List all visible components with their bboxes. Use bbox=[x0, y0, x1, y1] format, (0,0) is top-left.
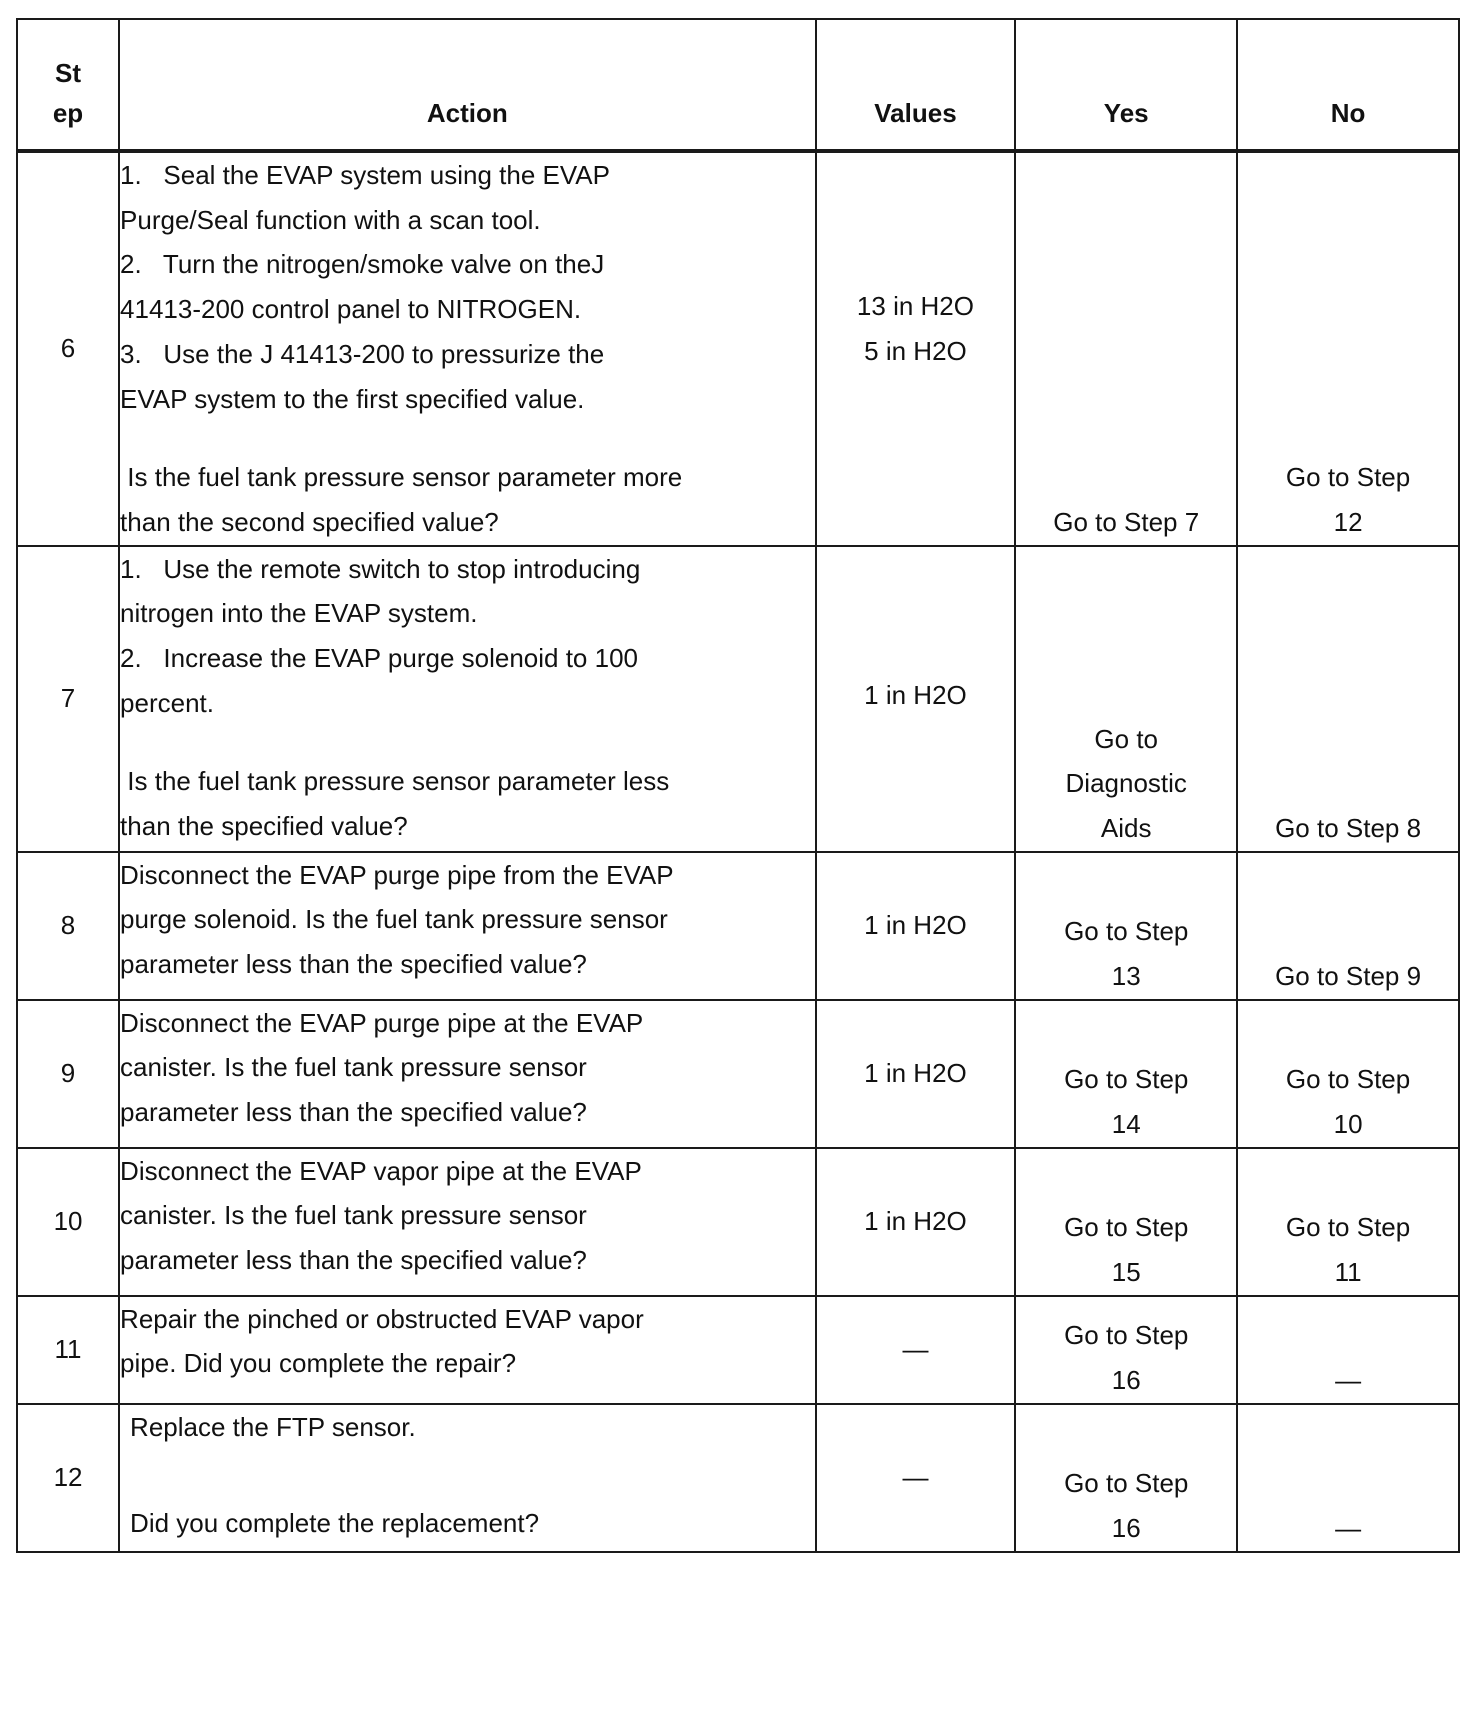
no-cell bbox=[1237, 1404, 1459, 1552]
action-question: than the specified value? bbox=[120, 811, 408, 842]
yes-cell bbox=[1015, 1404, 1237, 1552]
no-cell bbox=[1237, 852, 1459, 1000]
table-row bbox=[17, 1000, 1459, 1148]
yes-text: Go to Step bbox=[1064, 1468, 1189, 1499]
no-text: — bbox=[1335, 1512, 1362, 1543]
values-cell bbox=[816, 1404, 1016, 1552]
no-cell bbox=[1237, 1148, 1459, 1296]
yes-text: Go to Step bbox=[1064, 1212, 1189, 1243]
action-cell bbox=[119, 852, 816, 1000]
action-line: parameter less than the specified value? bbox=[120, 949, 587, 980]
yes-cell bbox=[1015, 1148, 1237, 1296]
yes-cell bbox=[1015, 151, 1237, 546]
values-cell bbox=[816, 1000, 1016, 1148]
yes-text: 13 bbox=[1111, 960, 1141, 991]
header-values: Values bbox=[816, 19, 1016, 151]
yes-text: Go to Step bbox=[1064, 916, 1189, 947]
no-text: 11 bbox=[1334, 1256, 1362, 1287]
no-text: Go to Step bbox=[1285, 462, 1411, 493]
header-no: No bbox=[1237, 19, 1459, 151]
step-number: 7 bbox=[17, 546, 119, 852]
action-question: Is the fuel tank pressure sensor parameter more bbox=[120, 462, 683, 493]
table-row bbox=[17, 151, 1459, 546]
action-question: Is the fuel tank pressure sensor parameter less bbox=[120, 766, 670, 797]
values-cell bbox=[816, 1148, 1016, 1296]
no-text: 12 bbox=[1333, 506, 1363, 537]
value-text: 13 in H2O bbox=[856, 291, 974, 322]
action-question: Did you complete the replacement? bbox=[130, 1508, 540, 1539]
no-text: Go to Step 9 bbox=[1275, 960, 1422, 991]
yes-cell bbox=[1015, 852, 1237, 1000]
table-row bbox=[17, 1148, 1459, 1296]
value-text: 5 in H2O bbox=[864, 335, 967, 366]
value-text: — bbox=[902, 1334, 929, 1365]
step-number: 12 bbox=[17, 1404, 119, 1552]
values-cell bbox=[816, 852, 1016, 1000]
values-cell bbox=[816, 546, 1016, 852]
value-text: — bbox=[902, 1462, 929, 1493]
action-line: percent. bbox=[120, 687, 214, 718]
action-line: 1. Use the remote switch to stop introducing bbox=[120, 553, 641, 584]
action-line: Disconnect the EVAP purge pipe from the EVAP bbox=[120, 859, 674, 890]
table-body bbox=[17, 151, 1459, 1552]
yes-text: 16 bbox=[1111, 1364, 1141, 1395]
action-cell bbox=[119, 151, 816, 546]
table-row bbox=[17, 1296, 1459, 1404]
step-number: 11 bbox=[17, 1296, 119, 1404]
action-line: EVAP system to the first specified value. bbox=[120, 383, 585, 414]
yes-text: Diagnostic bbox=[1065, 768, 1187, 799]
table-row bbox=[17, 1404, 1459, 1552]
header-action: Action bbox=[119, 19, 816, 151]
action-cell bbox=[119, 1000, 816, 1148]
no-cell bbox=[1237, 151, 1459, 546]
action-line: purge solenoid. Is the fuel tank pressure sensor bbox=[120, 904, 668, 935]
action-line: Repair the pinched or obstructed EVAP vapor bbox=[120, 1303, 644, 1334]
step-number: 6 bbox=[17, 151, 119, 546]
action-line: Disconnect the EVAP vapor pipe at the EVAP bbox=[120, 1155, 642, 1186]
value-text: 1 in H2O bbox=[864, 1058, 967, 1089]
action-line: Replace the FTP sensor. bbox=[130, 1411, 416, 1442]
yes-text: 15 bbox=[1111, 1256, 1141, 1287]
yes-text: Go to Step bbox=[1064, 1064, 1189, 1095]
action-line: pipe. Did you complete the repair? bbox=[120, 1348, 517, 1379]
values-cell bbox=[816, 1296, 1016, 1404]
spacer bbox=[130, 1449, 815, 1501]
action-line: parameter less than the specified value? bbox=[120, 1097, 587, 1128]
action-line: Disconnect the EVAP purge pipe at the EVAP bbox=[120, 1007, 644, 1038]
yes-text: Go to Step bbox=[1064, 1320, 1189, 1351]
step-number: 10 bbox=[17, 1148, 119, 1296]
action-cell bbox=[119, 1404, 816, 1552]
values-cell bbox=[816, 151, 1016, 546]
table-row bbox=[17, 852, 1459, 1000]
no-text: 10 bbox=[1333, 1108, 1363, 1139]
header-row bbox=[17, 19, 1459, 151]
action-line: 2. Turn the nitrogen/smoke valve on theJ bbox=[120, 249, 605, 280]
action-line: nitrogen into the EVAP system. bbox=[120, 598, 478, 629]
yes-text: Aids bbox=[1100, 812, 1152, 843]
no-cell bbox=[1237, 546, 1459, 852]
no-text: — bbox=[1335, 1364, 1362, 1395]
step-number: 9 bbox=[17, 1000, 119, 1148]
yes-text: 14 bbox=[1111, 1108, 1141, 1139]
yes-text: Go to Step 7 bbox=[1053, 506, 1200, 537]
yes-cell bbox=[1015, 1296, 1237, 1404]
action-cell bbox=[119, 546, 816, 852]
step-number: 8 bbox=[17, 852, 119, 1000]
header-step: St ep bbox=[17, 19, 119, 151]
no-cell bbox=[1237, 1000, 1459, 1148]
yes-cell bbox=[1015, 546, 1237, 852]
header-yes: Yes bbox=[1015, 19, 1237, 151]
no-cell bbox=[1237, 1296, 1459, 1404]
action-cell bbox=[119, 1148, 816, 1296]
value-text: 1 in H2O bbox=[864, 680, 967, 711]
table-row bbox=[17, 546, 1459, 852]
yes-cell bbox=[1015, 1000, 1237, 1148]
no-text: Go to Step 8 bbox=[1275, 812, 1422, 843]
action-line: parameter less than the specified value? bbox=[120, 1245, 587, 1276]
action-line: 3. Use the J 41413-200 to pressurize the bbox=[120, 338, 605, 369]
value-text: 1 in H2O bbox=[864, 910, 967, 941]
no-text: Go to Step bbox=[1285, 1212, 1411, 1243]
yes-text: Go to bbox=[1094, 723, 1159, 754]
diagnostic-table bbox=[16, 18, 1460, 1553]
spacer bbox=[120, 725, 815, 759]
spacer bbox=[120, 421, 815, 455]
action-line: canister. Is the fuel tank pressure sensor bbox=[120, 1200, 587, 1231]
no-text: Go to Step bbox=[1285, 1064, 1411, 1095]
action-line: Purge/Seal function with a scan tool. bbox=[120, 204, 541, 235]
value-text: 1 in H2O bbox=[864, 1206, 967, 1237]
action-question: than the second specified value? bbox=[120, 506, 499, 537]
action-line: 2. Increase the EVAP purge solenoid to 100 bbox=[120, 643, 638, 674]
action-line: 1. Seal the EVAP system using the EVAP bbox=[120, 160, 610, 190]
yes-text: 16 bbox=[1111, 1512, 1141, 1543]
action-cell bbox=[119, 1296, 816, 1404]
action-line: 41413-200 control panel to NITROGEN. bbox=[120, 294, 582, 325]
action-line: canister. Is the fuel tank pressure sensor bbox=[120, 1052, 587, 1083]
